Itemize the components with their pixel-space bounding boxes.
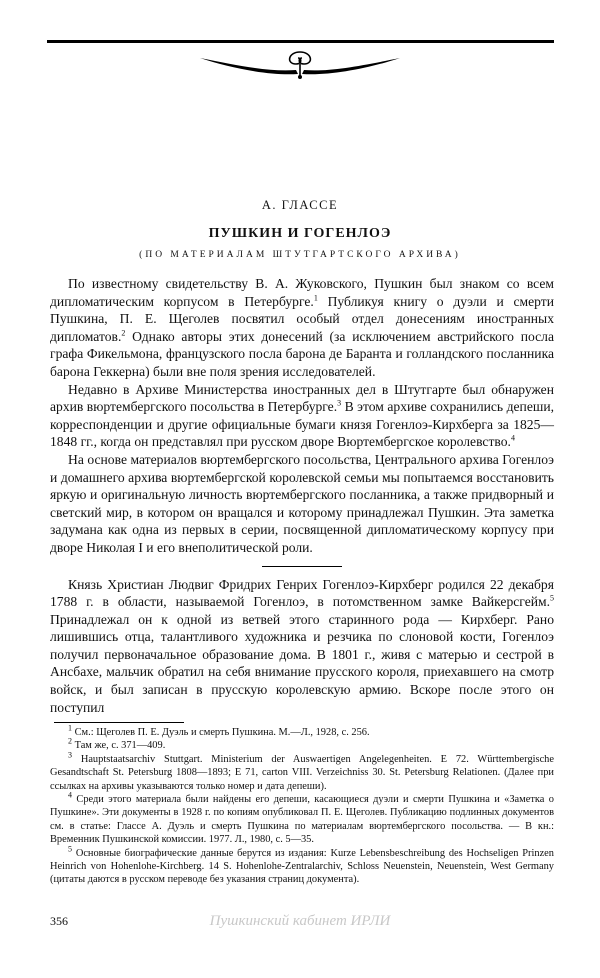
- paragraph: Недавно в Архиве Министерства иностранных дел в Штутгарте был обнаружен архив вюртембергского посольства в Петербурге.$^3$ В этом архиве сохранились депеши, корреспонденции и другие официальные бумаги князя Гогенлоэ-Кирхберга за 1825—1848 гг., когда он представлял при русском дворе Вюртембергское королевство.$^4$: [50, 381, 554, 450]
- footnote-ref: 3: [337, 398, 342, 408]
- ornament-icon: [180, 48, 420, 80]
- footnote-rule: [54, 722, 184, 723]
- header-rule: [47, 40, 554, 43]
- footnote-ref: 4: [510, 433, 515, 443]
- paragraph: По известному свидетельству В. А. Жуковского, Пушкин был знаком со всем дипломатическим корпусом в Петербурге.$^1$ Публикуя книгу о дуэли и смерти Пушкина, П. Е. Щеголев посвятил особый отдел донесениям иностранных дипломатов.$^2$ Однако авторы этих донесений (за исключением австрийского посла графа Фикельмона, французского посла барона де Баранта и голландского посланника барона Геккерна) были вне поля зрения исследователей.: [50, 276, 555, 379]
- watermark: Пушкинский кабинет ИРЛИ: [209, 913, 391, 929]
- footnote-ref: 1: [313, 293, 318, 303]
- paragraph: На основе материалов вюртембергского посольства, Центрального архива Гогенлоэ и домашнего архива вюртембергской королевской семьи мы попытаемся восстановить яркую и оригинальную личность вюртембергского посланника, а также придворный и светский мир, в котором он вращался и которому принадлежал Пушкин. Эта заметка задумана как одна из первых в серии, посвященной дипломатическому корпусу при дворе Николая I и его внеполитической роли.: [50, 451, 554, 555]
- paragraph: Князь Христиан Людвиг Фридрих Генрих Гогенлоэ-Кирхберг родился 22 декабря 1788 г. в области, называемой Гогенлоэ, в потомственном замке Вайкерсгейм.$^5$ Принадлежал он к одной из ветвей этого старинного рода — Кирхберг. Рано лишившись отца, талантливого художника и резчика по слоновой кости, Гогенлоэ получил первоначальное образование дома. В 1801 г., живя с матерью и сестрой в Ансбахе, мальчик обратил на себя внимание прусского короля, приехавшего на смотр войск, и был записан в прусскую королевскую армию. Вскоре после этого он поступил: [50, 576, 554, 715]
- section-divider: [262, 566, 342, 567]
- author-name: А. ГЛАССЕ: [261, 198, 339, 212]
- footnote-ref: 2: [121, 328, 126, 338]
- article-body: [50, 275, 554, 716]
- footnote: $^5$ Основные биографические данные берутся из издания: Kurze Lebensbeschreibung des Hochseligen Prinzen Heinrich von Hohenlohe-Kirchberg. 14 S. Hohenlohe-Zentralarchiv, Schloss Neuenstein, Neuenstein, West Germany (цитаты даются в русском переводе без указания страниц документа).: [50, 844, 554, 886]
- footnote: $^4$ Среди этого материала были найдены его депеши, касающиеся дуэли и смерти Пушкина и «Заметка о Пушкине». Эти документы в 1928 г. по копиям опубликовал П. Е. Щеголев. Публикацию подлинных документов см. в статье: Глассе А. Дуэль и смерть Пушкина по материалам вюртембергского посольства. — В кн.: Временник Пушкинской комиссии. 1977. Л., 1980, с. 5—35.: [50, 790, 554, 846]
- footnote: $^3$ Hauptstaatsarchiv Stuttgart. Ministerium der Auswaertigen Angelegenheiten. E 72. Württembergische Gesandtschaft St. Petersburg 1808—1893; E 71, carton VIII. Verzeichniss 30. St. Petersburg Relationen. (Далее при ссылках на архивы указываются только номер и дата депеши).: [50, 750, 554, 792]
- footnote: $^1$ См.: Щеголев П. Е. Дуэль и смерть Пушкина. М.—Л., 1928, с. 256.: [68, 723, 370, 738]
- page-number: 356: [50, 914, 68, 928]
- footnote-ref: 5: [550, 593, 554, 603]
- footnote: $^2$ Там же, с. 371—409.: [68, 736, 166, 752]
- footnotes: [50, 723, 554, 887]
- article-subtitle: (ПО МАТЕРИАЛАМ ШТУТГАРТСКОГО АРХИВА): [139, 250, 461, 260]
- article-title: ПУШКИН И ГОГЕНЛОЭ: [208, 226, 392, 241]
